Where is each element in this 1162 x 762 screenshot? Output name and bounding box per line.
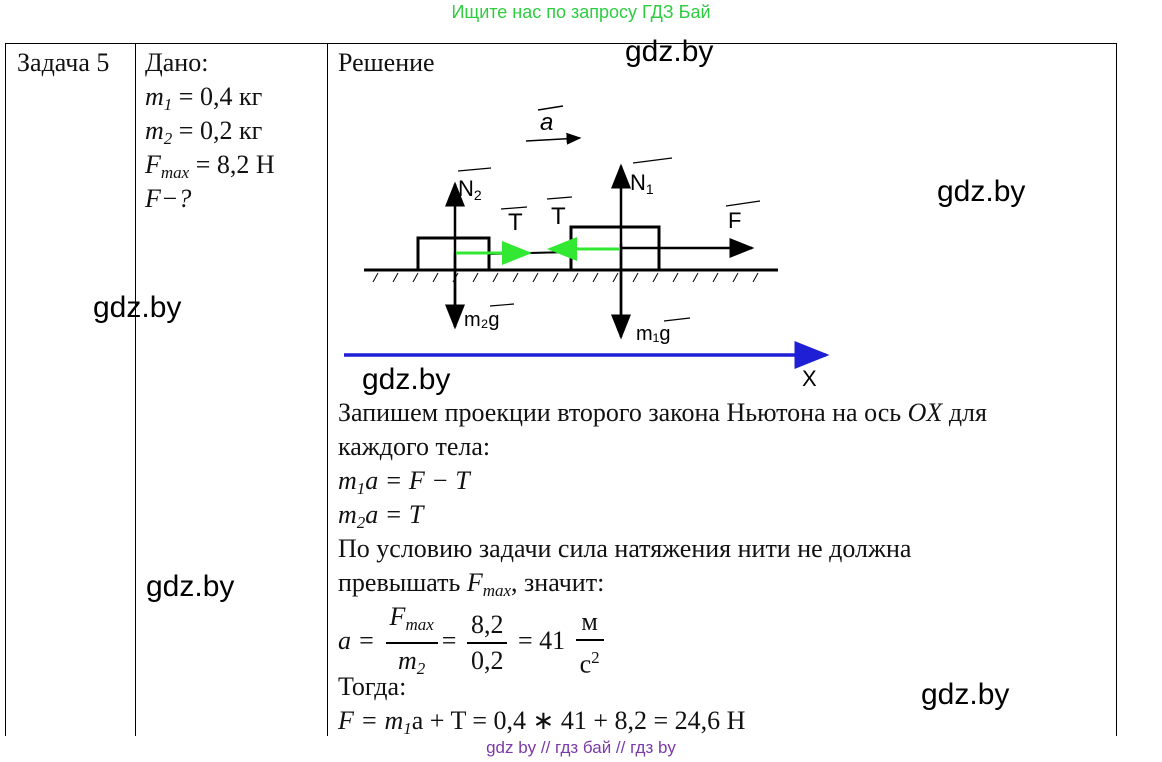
solution-text-line-3: По условию задачи сила натяжения нити не должна [338,534,912,563]
newton-intro-end: для [942,398,987,427]
watermark-6: gdz.by [921,678,1010,711]
ground-hatching [373,273,758,282]
acceleration-label: a [540,109,554,136]
task-column [6,44,136,736]
tension-right-vector-bar [547,197,572,199]
watermark-1: gdz.by [625,35,714,68]
fraction-units: $\frac{м}{с^2}$ [576,605,604,682]
force-f-label: F [728,208,742,233]
solution-table [5,43,1117,736]
n2-label: N2 [458,176,482,203]
top-banner: Ищите нас по запросу ГДЗ Бай [451,2,711,22]
watermark-4: gdz.by [362,363,451,396]
given-title: Дано: [145,48,209,77]
fraction-values: $\frac{8,2}{0,2}$ [467,608,508,678]
newton-intro-text: Запишем проекции второго закона Ньютона на ось [338,398,908,427]
m1-symbol: m [145,82,164,111]
task-label: Задача 5 [17,48,110,77]
fraction-fmax-m2: $\frac{F_{max}}{m_2}$ [386,600,438,686]
m2-value: = 0,2 кг [172,116,263,145]
equation-3: a = $\frac{F_{max}}{m_2}$ = $\frac{8,2}{0,2}$ = 41 $\frac{м}{с^2}$ [338,600,608,686]
acceleration-direction-arrow [526,138,580,141]
equation-2: $m_2a = T$ [338,500,424,532]
m1-subscript: 1 [163,95,173,114]
equation-4: $F = m_1a + T = 0,4$ ∗ 41 + 8,2 = 24,6 Н [338,706,746,738]
given-question: F−? [145,184,192,213]
m2g-label: m₂g [464,309,500,331]
n1-vector-bar [633,158,672,163]
solution-text-line-2: каждого тела: [338,432,491,461]
n2-vector-bar [458,168,491,171]
bottom-banner: gdz by // гдз бай // гдз by [486,738,676,757]
force-f-vector-bar [726,201,760,206]
fmax-value: = 8,2 Н [189,150,275,179]
tension-label-left: T [508,209,523,236]
given-column [135,44,328,736]
m2g-vector-bar [490,304,514,306]
fmax-subscript: max [160,163,190,182]
tension-label-right: T [551,203,566,230]
m1g-vector-bar [664,318,690,321]
solution-text-line-5: Тогда: [338,672,407,701]
solution-text-line-1 [338,396,987,430]
fmax-symbol: F [145,150,161,179]
watermark-5: gdz.by [146,570,235,603]
solution-title: Решение [338,48,435,77]
n1-label: N1 [630,170,654,197]
equation-1: $m_1a = F - T$ [338,466,470,498]
watermark-3: gdz.by [93,291,182,324]
watermark-2: gdz.by [937,175,1026,208]
m1-value: = 0,4 кг [172,82,263,111]
axis-name: OX [907,398,943,427]
solution-text-line-4: превышать $F_{max}$, значит: [338,568,605,600]
ox-axis-label: X [802,366,817,391]
m2-subscript: 2 [163,129,173,148]
force-diagram [328,44,1117,394]
m1g-label: m₁g [636,323,671,345]
m2-symbol: m [145,116,164,145]
